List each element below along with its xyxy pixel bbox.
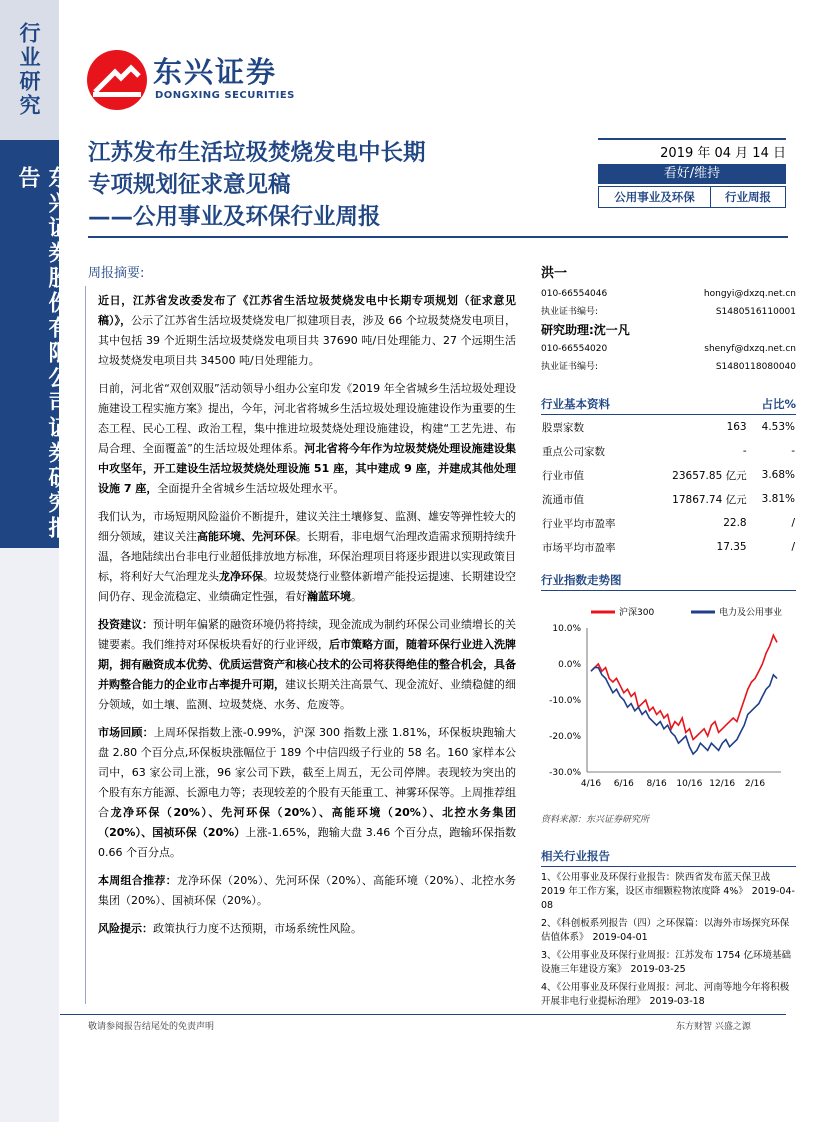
sidebar-category-block — [0, 0, 59, 140]
p3-bold-1: 高能环境、先河环保 — [197, 530, 296, 543]
chart-svg — [541, 600, 796, 800]
analyst-2-email[interactable]: shenyf@dxzq.net.cn — [704, 344, 796, 354]
basic-data-value: 17867.74 亿元 — [672, 493, 747, 506]
y-tick-label: -30.0% — [549, 768, 581, 778]
basic-data-ratio: / — [791, 517, 795, 529]
basic-data-table — [541, 415, 796, 559]
x-tick-label: 8/16 — [646, 779, 667, 789]
y-tick-label: 10.0% — [552, 624, 581, 634]
tag-report-type: 行业周报 — [725, 190, 771, 204]
report-meta-box — [598, 138, 786, 208]
x-tick-label: 6/16 — [613, 779, 634, 789]
p7-label: 风险提示： — [98, 922, 153, 935]
p3-bold-2: 龙净环保 — [219, 570, 263, 583]
report-date: 2019 年 04 月 14 日 — [598, 138, 786, 162]
logo-mark-icon — [85, 48, 149, 112]
p7-text: 政策执行力度不达预期，市场系统性风险。 — [153, 922, 362, 935]
footer-disclaimer: 敬请参阅报告结尾处的免责声明 — [88, 1022, 215, 1032]
basic-data-row — [541, 415, 796, 439]
analyst-2-cert-row — [541, 358, 796, 376]
paragraph-2 — [98, 379, 516, 499]
basic-data-header — [541, 396, 796, 415]
footer-divider — [60, 1014, 786, 1015]
p6-text: 龙净环保（20%）、先河环保（20%）、高能环境（20%）、北控水务集团（20%）、国祯环保（20%）。 — [98, 874, 516, 907]
industry-basic-data — [541, 396, 796, 559]
related-reports — [541, 848, 796, 1009]
x-tick-label: 10/16 — [676, 779, 703, 789]
related-reports-title: 相关行业报告 — [541, 848, 796, 867]
basic-data-row — [541, 487, 796, 511]
related-report-item[interactable] — [541, 871, 796, 913]
sidebar-bottom-block — [0, 548, 59, 1122]
paragraph-6 — [98, 871, 516, 911]
y-tick-label: -10.0% — [549, 696, 581, 706]
related-report-date: 2019-04-08 — [541, 886, 795, 911]
analyst-1-cert-row — [541, 303, 796, 321]
p3-text-e: 。 — [351, 590, 362, 603]
x-tick-label: 2/16 — [744, 779, 766, 789]
p2-bold: 河北省将今年作为垃圾焚烧处理设施建设集中攻坚年，开工建设生活垃圾焚烧处理设施 51 座，其中建成 9 座，并建成其他处理设施 7 座， — [98, 442, 516, 495]
basic-data-label: 流通市值 — [542, 493, 584, 506]
sidebar — [0, 0, 70, 1122]
related-report-text: 3、《公用事业及环保行业周报：江苏发布 1754 亿环境基础设施三年建设方案》 — [541, 950, 792, 975]
related-report-item[interactable] — [541, 981, 796, 1009]
p2-text: 日前，河北省“双创双服”活动领导小组办公室印发《2019 年全省城乡生活垃圾处理设施建设工程实施方案》提出，今年，河北省将城乡生活垃圾处理设施建设作为重要的生态工程、民心工程、政治工程，集中推进垃圾焚烧处理设施建设，构建“工艺先进、布局合理、全面覆盖”的生活垃圾处理体系。 — [98, 382, 516, 455]
basic-data-ratio: / — [791, 541, 795, 553]
analyst-2-contact — [541, 340, 796, 358]
series-line — [591, 635, 777, 739]
logo-english-name: DONGXING SECURITIES — [155, 90, 295, 101]
basic-data-row — [541, 535, 796, 559]
logo-chinese-name: 东兴证券 — [153, 55, 278, 89]
basic-data-value: 163 — [726, 421, 747, 433]
related-report-date: 2019-03-25 — [630, 964, 686, 975]
analyst-2-cert-label: 执业证书编号: — [541, 362, 599, 372]
y-tick-label: -20.0% — [549, 732, 581, 742]
basic-data-ratio: 3.68% — [761, 469, 795, 481]
p5-label: 市场回顾： — [98, 726, 154, 739]
related-report-item[interactable] — [541, 917, 796, 945]
basic-data-ratio-header: 占比% — [761, 397, 796, 411]
basic-data-row — [541, 511, 796, 535]
p3-text-c: 。长期看，非电烟气治理改造需求预期持续升温，各地陆续出台非电行业超低排放地方标准，环保治理项目将逐步跟进以实现政策目标，将利好大气治理龙头 — [98, 530, 516, 583]
paragraph-1 — [98, 291, 516, 371]
title-line-1: 江苏发布生活垃圾焚烧发电中长期 — [88, 140, 426, 166]
title-line-2: 专项规划征求意见稿 — [88, 172, 291, 198]
p5-text: 上周环保指数上涨-0.99%，沪深 300 指数上涨 1.81%，环保板块跑输大盘 2.80 个百分点,环保板块涨幅位于 189 个中信四级子行业的 58 名。160 家样本公司中，63 家公司上涨，96 家公司下跌，截至上周五，无公司停牌。表现较为突出的个股有东方能源、长源电力等；表现较差的个股有天能重工、神雾环保等。上周推荐组合 — [98, 726, 517, 819]
title-line-3: ——公用事业及环保行业周报 — [88, 204, 381, 230]
analyst-2-name: 研究助理:沈一凡 — [541, 323, 630, 337]
index-trend-chart — [541, 600, 796, 800]
related-report-text: 4、《公用事业及环保行业周报：河北、河南等地今年将积极开展非电行业提标治理》 — [541, 982, 790, 1007]
chart-source: 资料来源：东兴证券研究所 — [541, 815, 650, 825]
basic-data-ratio: 3.81% — [761, 493, 795, 505]
sidebar-company-block — [0, 140, 70, 548]
analyst-1-cert: S1480516110001 — [715, 307, 796, 317]
p5-rest: 上涨-1.65%，跑输大盘 3.46 个百分点，跑输环保指数 0.66 个百分点。 — [98, 826, 516, 859]
related-report-text: 2、《科创板系列报告（四）之环保篇：以海外市场探究环保估值体系》 — [541, 918, 790, 943]
p4-label: 投资建议： — [98, 618, 153, 631]
basic-data-row — [541, 439, 796, 463]
basic-data-row — [541, 463, 796, 487]
legend-label: 电力及公用事业 — [719, 608, 783, 618]
summary-label: 周报摘要: — [88, 266, 145, 281]
x-tick-label: 12/16 — [709, 779, 736, 789]
left-rule — [85, 286, 86, 1004]
related-report-date: 2019-03-18 — [649, 996, 705, 1007]
x-tick-label: 4/16 — [580, 779, 602, 789]
tag-industry: 公用事业及环保 — [599, 187, 711, 207]
chart-section — [541, 572, 796, 591]
sidebar-company: 东兴证券股份有限公司证券研究报告 — [15, 166, 70, 541]
basic-data-value: - — [742, 445, 747, 457]
analyst-1-phone: 010-66554046 — [541, 289, 608, 299]
basic-data-value: 17.35 — [716, 541, 747, 553]
related-report-date: 2019-04-01 — [592, 932, 648, 943]
sidebar-category: 行业研究 — [17, 22, 41, 118]
basic-data-label: 市场平均市盈率 — [542, 541, 616, 554]
basic-data-value: 22.8 — [723, 517, 747, 529]
p3-text-d: 。垃圾焚烧行业整体新增产能投运提速、长期建设空间仍存、现金流稳定、业绩确定性强，看好 — [98, 570, 516, 603]
report-tags — [598, 186, 786, 208]
analyst-1-email[interactable]: hongyi@dxzq.net.cn — [703, 289, 796, 299]
p5-bold: 龙净环保（20%）、先河环保（20%）、高能环境（20%）、北控水务集团（20%）、国祯环保（20%） — [98, 806, 516, 839]
p6-label: 本周组合推荐： — [98, 874, 177, 887]
p2-rest: 全面提升全省城乡生活垃圾处理水平。 — [157, 482, 345, 495]
basic-data-label: 行业市值 — [542, 469, 584, 482]
p3-bold-3: 瀚蓝环境 — [307, 590, 351, 603]
report-title — [88, 137, 426, 233]
related-report-item[interactable] — [541, 949, 796, 977]
chart-title: 行业指数走势图 — [541, 572, 796, 591]
analyst-2-phone: 010-66554020 — [541, 344, 608, 354]
p1-text: 公示了江苏省生活垃圾焚烧发电厂拟建项目表，涉及 66 个垃圾焚烧发电项目，其中包括 39 个近期生活垃圾焚烧发电项目共 37690 吨/日处理能力、27 个远期生活垃圾焚烧发电项目共 34500 吨/日处理能力。 — [98, 314, 516, 367]
legend-label: 沪深300 — [619, 608, 655, 618]
basic-data-title: 行业基本资料 — [541, 397, 610, 411]
p4-bold: 后市策略方面，随着环保行业进入洗牌期，拥有融资成本优势、优质运营资产和核心技术的公司将获得绝佳的整合机会，具备并购整合能力的企业市占率提升可期， — [98, 638, 516, 691]
p4-rest: 建议长期关注高景气、现金流好、业绩稳健的细分领域，如土壤、监测、垃圾焚烧、水务、危废等。 — [98, 678, 516, 711]
rating-badge: 看好/维持 — [598, 164, 786, 184]
basic-data-label: 股票家数 — [542, 421, 584, 434]
p1-bold: 近日，江苏省发改委发布了《江苏省生活垃圾焚烧发电中长期专项规划（征求意见稿）》， — [98, 294, 516, 327]
basic-data-value: 23657.85 亿元 — [672, 469, 747, 482]
company-logo — [85, 48, 315, 112]
analyst-1-name: 洪一 — [541, 266, 568, 281]
paragraph-5 — [98, 723, 516, 863]
paragraph-7 — [98, 919, 516, 939]
basic-data-label: 行业平均市盈率 — [542, 517, 616, 530]
analyst-1-contact — [541, 285, 796, 303]
analyst-block — [541, 262, 796, 376]
basic-data-label: 重点公司家数 — [542, 445, 605, 458]
summary-body — [98, 291, 516, 947]
basic-data-ratio: 4.53% — [761, 421, 795, 433]
analyst-2-cert: S1480118080040 — [715, 362, 796, 372]
series-line — [591, 668, 777, 754]
basic-data-ratio: - — [791, 445, 795, 457]
footer-slogan: 东方财智 兴盛之源 — [676, 1022, 751, 1032]
related-report-text: 1、《公用事业及环保行业报告：陕西省发布蓝天保卫战 2019 年工作方案，设区市细颗粒物浓度降 4%》 — [541, 872, 771, 897]
y-tick-label: 0.0% — [558, 660, 581, 670]
paragraph-3 — [98, 507, 516, 607]
p4-text: 预计明年偏紧的融资环境仍将持续，现金流成为制约环保公司业绩增长的关键要素。我们维持对环保板块看好的行业评级， — [98, 618, 516, 651]
title-divider — [88, 236, 788, 238]
p3-text-a: 我们认为，市场短期风险溢价不断提升，建议关注土壤修复、监测、雄安等弹性较大的细分领域，建议关注 — [98, 510, 516, 543]
paragraph-4 — [98, 615, 516, 715]
analyst-1-cert-label: 执业证书编号: — [541, 307, 599, 317]
